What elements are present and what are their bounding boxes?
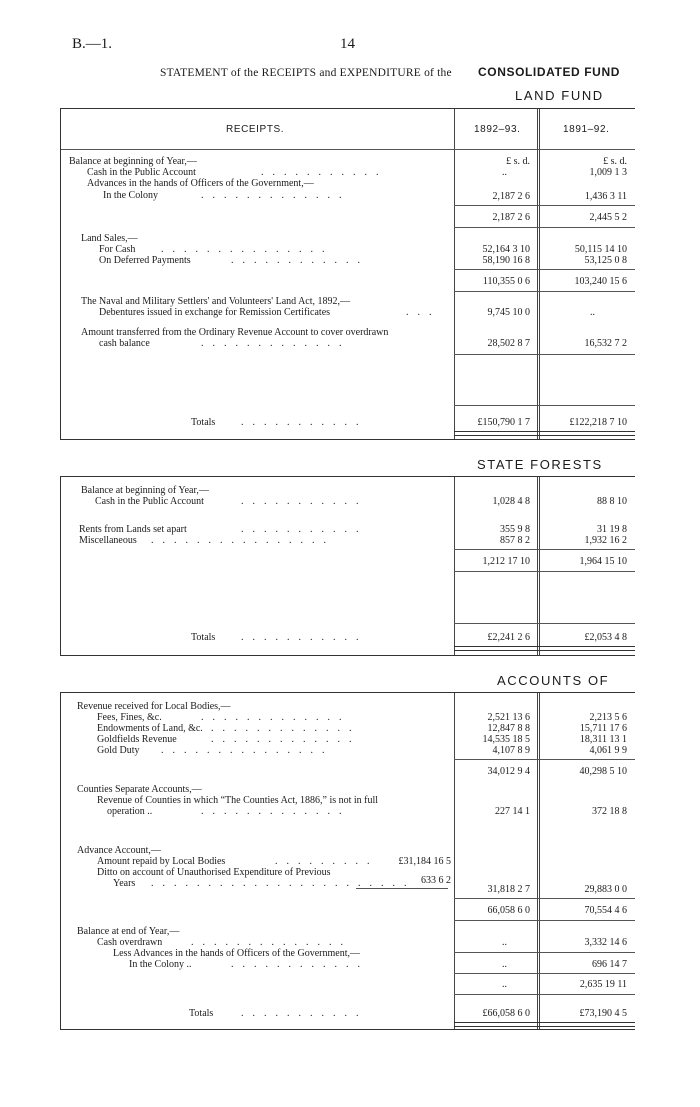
label-land-sales: Land Sales,—	[81, 233, 138, 244]
label-amount-transferred: Amount transferred from the Ordinary Revenue Account to cover overdrawn	[81, 327, 389, 338]
dot-leader: ...........	[241, 1008, 368, 1019]
value-cell: 1,436 3 11	[584, 191, 627, 202]
subtotal-rule	[356, 888, 448, 889]
total-double-rule	[454, 431, 635, 436]
value-cell: 3,332 14 6	[584, 937, 627, 948]
statement-title-fund: CONSOLIDATED FUND	[478, 65, 620, 79]
subtotal-rule	[454, 759, 635, 760]
value-cell: 2,187 2 6	[492, 191, 530, 202]
value-cell: 2,213 5 6	[589, 712, 627, 723]
column-divider	[454, 109, 455, 439]
value-cell: 227 14 1	[495, 806, 530, 817]
value-cell: 50,115 14 10	[574, 244, 627, 255]
totals-label: Totals	[191, 417, 216, 428]
value-cell: 103,240 15 6	[574, 276, 627, 287]
value-cell: 58,190 16 8	[482, 255, 530, 266]
value-cell: 4,061 9 9	[589, 745, 627, 756]
label-cash-public-account: Cash in the Public Account	[87, 167, 196, 178]
label-naval-military-act: The Naval and Military Settlers' and Volunteers' Land Act, 1892,—	[81, 296, 351, 307]
dot-leader: ...........	[241, 496, 368, 507]
value-cell: 34,012 9 4	[487, 766, 530, 777]
label-fees-fines: Fees, Fines, &c.	[97, 712, 162, 723]
value-cell: 70,554 4 6	[584, 905, 627, 916]
value-cell: 9,745 10 0	[487, 307, 530, 318]
label-counties-separate: Counties Separate Accounts,—	[77, 784, 202, 795]
page-number: 14	[340, 36, 355, 52]
subtotal-rule	[454, 269, 635, 270]
dot-leader: ...........	[261, 167, 388, 178]
dot-leader: .............	[201, 806, 351, 817]
value-cell: 1,212 17 10	[482, 556, 530, 567]
label-less-advances: Less Advances in the hands of Officers of the Government,—	[113, 948, 360, 959]
accounts-of-title: ACCOUNTS OF	[497, 673, 610, 688]
dot-leader: .............	[201, 712, 351, 723]
label-endowments: Endowments of Land, &c.	[97, 723, 203, 734]
subtotal-rule	[454, 405, 635, 406]
dot-leader: .............	[201, 338, 351, 349]
value-cell: ..	[590, 307, 595, 318]
value-cell: ..	[502, 959, 507, 970]
label-advance-account: Advance Account,—	[77, 845, 161, 856]
subtotal-rule	[454, 354, 635, 355]
value-cell: 2,521 13 6	[487, 712, 530, 723]
value-cell: 857 8 2	[500, 535, 530, 546]
label-cash-overdrawn: Cash overdrawn	[97, 937, 163, 948]
column-divider	[454, 477, 455, 655]
value-cell: ..	[502, 979, 507, 990]
land-fund-title: LAND FUND	[515, 88, 604, 103]
label-cash-public-account: Cash in the Public Account	[95, 496, 204, 507]
label-years: Years	[113, 878, 136, 889]
totals-label: Totals	[189, 1008, 214, 1019]
value-cell: 31,818 2 7	[487, 884, 530, 895]
value-cell: ..	[502, 937, 507, 948]
report-reference: B.—1.	[72, 36, 113, 52]
subtotal-rule	[454, 571, 635, 572]
subtotal-rule	[454, 623, 635, 624]
state-forests-table	[60, 476, 635, 656]
label-cash-balance: cash balance	[99, 338, 150, 349]
dot-leader: ............	[231, 959, 369, 970]
dot-leader: ...........	[241, 417, 368, 428]
value-cell: 14,535 18 5	[482, 734, 530, 745]
value-cell: 66,058 6 0	[487, 905, 530, 916]
land-total-1892-93: £150,790 1 7	[477, 417, 530, 428]
forests-total-1891-92: £2,053 4 8	[584, 632, 627, 643]
value-cell: 2,187 2 6	[492, 212, 530, 223]
dot-leader: ...	[406, 307, 441, 318]
label-amount-repaid: Amount repaid by Local Bodies	[97, 856, 226, 867]
dot-leader: ...........	[241, 524, 368, 535]
value-cell: 52,164 3 10	[482, 244, 530, 255]
statement-title-prefix: STATEMENT of the RECEIPTS and EXPENDITURE of the	[160, 67, 452, 79]
subtotal-rule	[454, 898, 635, 899]
value-cell: 2,445 5 2	[589, 212, 627, 223]
dot-leader: ...............	[161, 244, 334, 255]
accounts-total-1891-92: £73,190 4 5	[579, 1008, 627, 1019]
value-cell: 633 6 2	[421, 875, 451, 886]
value-cell: 1,009 1 3	[589, 167, 627, 178]
value-cell: 12,847 8 8	[487, 723, 530, 734]
label-revenue-local-bodies: Revenue received for Local Bodies,—	[77, 701, 231, 712]
dot-leader: .............	[211, 723, 361, 734]
dot-leader: .......................	[151, 878, 416, 889]
label-balance-beginning: Balance at beginning of Year,—	[81, 485, 209, 496]
subtotal-rule	[454, 291, 635, 292]
column-divider	[537, 477, 540, 655]
label-balance-end: Balance at end of Year,—	[77, 926, 180, 937]
value-cell: 88 8 10	[597, 496, 627, 507]
label-debentures: Debentures issued in exchange for Remission Certificates	[99, 307, 331, 318]
dot-leader: .........	[275, 856, 379, 867]
total-double-rule	[454, 646, 635, 651]
label-ditto-unauthorised: Ditto on account of Unauthorised Expenditure of Previous	[97, 867, 331, 878]
label-revenue-counties: Revenue of Counties in which “The Counties Act, 1886,” is not in full	[97, 795, 379, 806]
total-double-rule	[454, 1022, 635, 1027]
column-divider	[537, 109, 540, 439]
value-cell: 16,532 7 2	[584, 338, 627, 349]
subtotal-rule	[454, 952, 635, 953]
label-miscellaneous: Miscellaneous	[79, 535, 137, 546]
column-divider	[454, 693, 455, 1029]
label-in-colony: In the Colony ..	[129, 959, 192, 970]
forests-total-1892-93: £2,241 2 6	[487, 632, 530, 643]
subtotal-rule	[454, 920, 635, 921]
value-cell: 696 14 7	[592, 959, 627, 970]
value-cell: 110,355 0 6	[482, 276, 530, 287]
totals-label: Totals	[191, 632, 216, 643]
value-cell: £31,184 16 5	[398, 856, 451, 867]
subtotal-rule	[454, 973, 635, 974]
column-divider	[537, 693, 540, 1029]
year-1891-92-header: 1891–92.	[563, 124, 610, 135]
dot-leader: ...............	[161, 745, 334, 756]
dot-leader: .............	[201, 190, 351, 201]
land-fund-table	[60, 108, 635, 440]
value-cell: 2,635 19 11	[579, 979, 627, 990]
label-balance-beginning: Balance at beginning of Year,—	[69, 156, 197, 167]
value-cell: 18,311 13 1	[579, 734, 627, 745]
label-operation: operation ..	[107, 806, 153, 817]
col2-currency-head: £ s. d.	[603, 156, 627, 167]
value-cell: 4,107 8 9	[492, 745, 530, 756]
subtotal-rule	[454, 227, 635, 228]
dot-leader: .............	[211, 734, 361, 745]
value-cell: 53,125 0 8	[584, 255, 627, 266]
accounts-table	[60, 692, 635, 1030]
value-cell: 1,932 16 2	[584, 535, 627, 546]
value-cell: 29,883 0 0	[584, 884, 627, 895]
value-cell: 28,502 8 7	[487, 338, 530, 349]
value-cell: 355 9 8	[500, 524, 530, 535]
value-cell: ..	[502, 167, 507, 178]
label-for-cash: For Cash	[99, 244, 136, 255]
dot-leader: ...........	[241, 632, 368, 643]
label-gold-duty: Gold Duty	[97, 745, 140, 756]
value-cell: 1,964 15 10	[579, 556, 627, 567]
value-cell: 372 18 8	[592, 806, 627, 817]
subtotal-rule	[454, 205, 635, 206]
state-forests-title: STATE FORESTS	[477, 457, 603, 472]
col1-currency-head: £ s. d.	[506, 156, 530, 167]
label-goldfields-revenue: Goldfields Revenue	[97, 734, 177, 745]
dot-leader: ..............	[191, 937, 352, 948]
label-rents-lands: Rents from Lands set apart	[79, 524, 187, 535]
subtotal-rule	[454, 549, 635, 550]
value-cell: 31 19 8	[597, 524, 627, 535]
land-total-1891-92: £122,218 7 10	[569, 417, 627, 428]
value-cell: 15,711 17 6	[579, 723, 627, 734]
dot-leader: ............	[231, 255, 369, 266]
label-deferred-payments: On Deferred Payments	[99, 255, 191, 266]
value-cell: 1,028 4 8	[492, 496, 530, 507]
receipts-header: RECEIPTS.	[226, 124, 285, 135]
header-rule	[61, 149, 635, 150]
subtotal-rule	[454, 994, 635, 995]
accounts-total-1892-93: £66,058 6 0	[482, 1008, 530, 1019]
label-advances-officers: Advances in the hands of Officers of the Government,—	[87, 178, 314, 189]
value-cell: 40,298 5 10	[579, 766, 627, 777]
year-1892-93-header: 1892–93.	[474, 124, 521, 135]
label-in-colony: In the Colony	[103, 190, 158, 201]
dot-leader: ................	[151, 535, 335, 546]
